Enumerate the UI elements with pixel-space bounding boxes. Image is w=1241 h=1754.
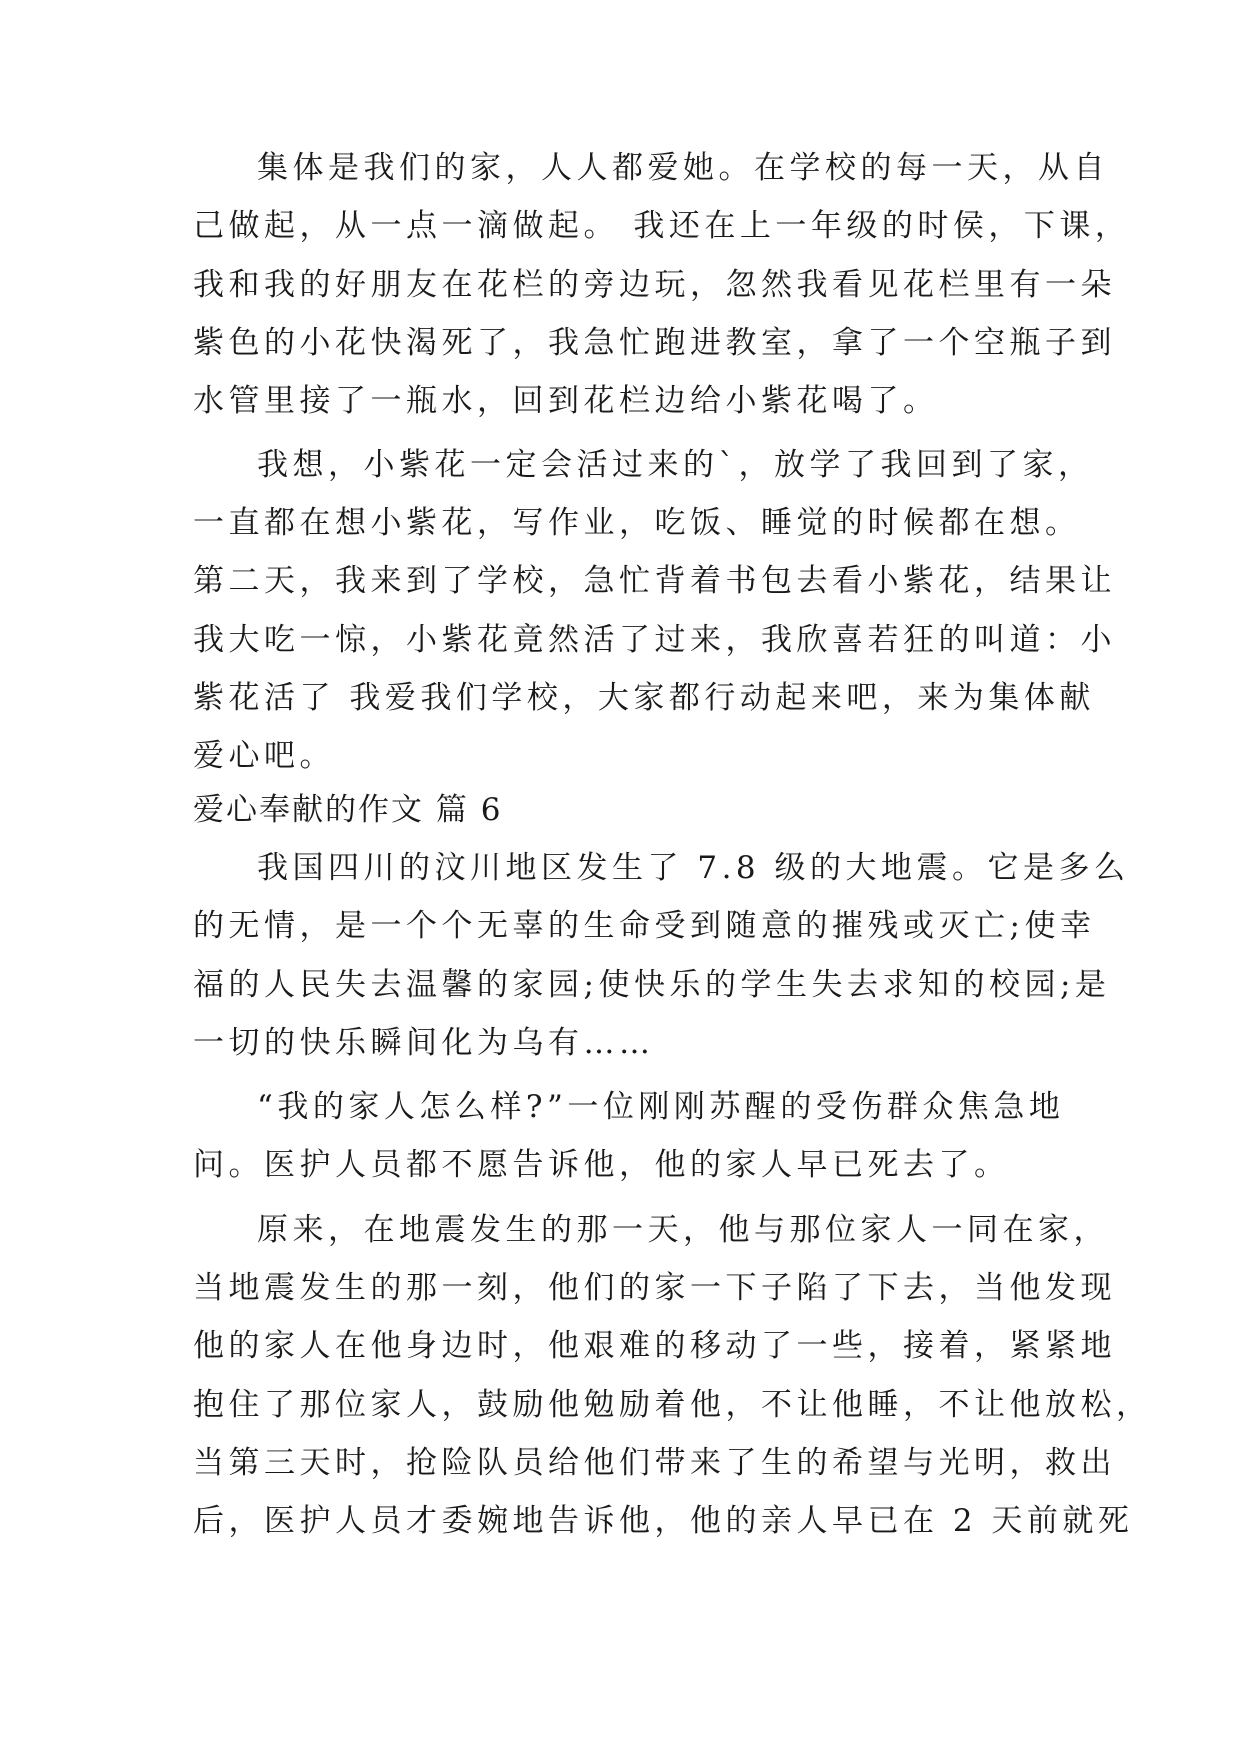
paragraph-line: 爱心吧。 bbox=[193, 738, 335, 774]
paragraph-line: 一直都在想小紫花，写作业，吃饭、睡觉的时候都在想。 bbox=[193, 505, 1081, 541]
paragraph-line: 紫色的小花快渴死了，我急忙跑进教室，拿了一个空瓶子到 bbox=[193, 325, 1116, 361]
paragraph-line: 原来，在地震发生的那一天，他与那位家人一同在家， bbox=[257, 1212, 1109, 1248]
paragraph-line: 第二天，我来到了学校，急忙背着书包去看小紫花，结果让 bbox=[193, 563, 1116, 599]
paragraph-line: 我想，小紫花一定会活过来的`，放学了我回到了家， bbox=[257, 447, 1094, 483]
paragraph-line: 我大吃一惊，小紫花竟然活了过来，我欣喜若狂的叫道：小 bbox=[193, 622, 1116, 658]
paragraph-line: 的无情，是一个个无辜的生命受到随意的摧残或灭亡;使幸 bbox=[193, 908, 1096, 944]
paragraph-line: 他的家人在他身边时，他艰难的移动了一些，接着，紧紧地 bbox=[193, 1328, 1116, 1364]
paragraph-line: 当第三天时，抢险队员给他们带来了生的希望与光明，救出 bbox=[193, 1445, 1116, 1481]
paragraph-line: 紫花活了 我爱我们学校，大家都行动起来吧，来为集体献 bbox=[193, 680, 1095, 716]
paragraph-line: 当地震发生的那一刻，他们的家一下子陷了下去，当他发现 bbox=[193, 1270, 1116, 1306]
paragraph-line: 后，医护人员才委婉地告诉他，他的亲人早已在 2 天前就死 bbox=[193, 1503, 1134, 1539]
section-heading: 爱心奉献的作文 篇 6 bbox=[193, 792, 503, 828]
paragraph-line: 集体是我们的家，人人都爱她。在学校的每一天，从自 bbox=[257, 150, 1109, 186]
paragraph-line: 福的人民失去温馨的家园;使快乐的学生失去求知的校园;是 bbox=[193, 967, 1111, 1003]
paragraph-line: 水管里接了一瓶水，回到花栏边给小紫花喝了。 bbox=[193, 383, 939, 419]
paragraph-line: “我的家人怎么样?”一位刚刚苏醒的受伤群众焦急地 bbox=[257, 1089, 1065, 1125]
paragraph-line: 一切的快乐瞬间化为乌有…… bbox=[193, 1025, 655, 1061]
paragraph-line: 我和我的好朋友在花栏的旁边玩，忽然我看见花栏里有一朵 bbox=[193, 267, 1116, 303]
paragraph-line: 问。医护人员都不愿告诉他，他的家人早已死去了。 bbox=[193, 1147, 1010, 1183]
paragraph-line: 己做起，从一点一滴做起。 我还在上一年级的时侯，下课， bbox=[193, 208, 1131, 244]
paragraph-line: 我国四川的汶川地区发生了 7.8 级的大地震。它是多么 bbox=[257, 850, 1130, 886]
paragraph-line: 抱住了那位家人，鼓励他勉励着他，不让他睡，不让他放松， bbox=[193, 1387, 1152, 1423]
